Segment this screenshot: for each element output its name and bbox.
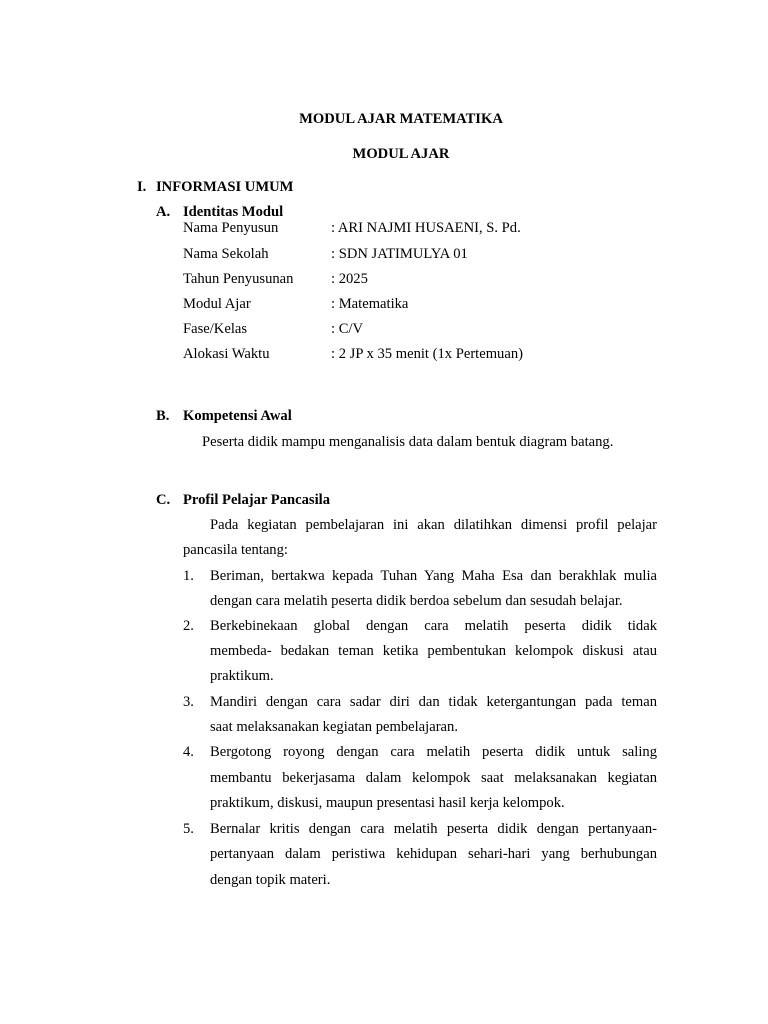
identity-value: : ARI NAJMI HUSAENI, S. Pd. (331, 220, 521, 236)
subsection-b-title: Kompetensi Awal (183, 408, 292, 424)
identity-value: : Matematika (331, 296, 409, 312)
subsection-a-letter: A. (156, 204, 171, 220)
list-item-line: Bergotong royong dengan cara melatih peserta didik untuk saling (210, 744, 657, 760)
list-item-number: 2. (183, 618, 194, 634)
identity-label: Nama Sekolah (183, 246, 269, 262)
identity-value: : C/V (331, 321, 364, 337)
section-title: INFORMASI UMUM (156, 179, 294, 195)
list-item-line: saat melaksanakan kegiatan pembelajaran. (210, 719, 458, 735)
identity-label: Alokasi Waktu (183, 346, 270, 362)
list-item-line: dengan cara melatih peserta didik berdoa sebelum dan sesudah belajar. (210, 593, 623, 609)
kompetensi-awal-text: Peserta didik mampu menganalisis data dalam bentuk diagram batang. (202, 434, 614, 450)
list-item-line: Berkebinekaan global dengan cara melatih peserta didik tidak (210, 618, 657, 634)
list-item-line: dengan topik materi. (210, 872, 331, 888)
identity-value: : 2 JP x 35 menit (1x Pertemuan) (331, 346, 523, 362)
subsection-c-title: Profil Pelajar Pancasila (183, 492, 330, 508)
list-item-line: Beriman, bertakwa kepada Tuhan Yang Maha Esa dan berakhlak mulia (210, 568, 657, 584)
identity-label: Modul Ajar (183, 296, 251, 312)
list-item-number: 4. (183, 744, 194, 760)
profil-intro-line: Pada kegiatan pembelajaran ini akan dilatihkan dimensi profil pelajar (210, 517, 657, 533)
list-item-line: membeda- bedakan teman ketika pembentukan kelompok diskusi atau (210, 643, 657, 659)
identity-label: Fase/Kelas (183, 321, 248, 337)
list-item-line: Mandiri dengan cara sadar diri dan tidak ketergantungan pada teman (210, 694, 657, 710)
list-item-number: 5. (183, 821, 194, 837)
list-item-line: Bernalar kritis dengan cara melatih peserta didik dengan pertanyaan- (210, 821, 657, 837)
list-item-line: pertanyaan dalam peristiwa kehidupan sehari-hari yang berhubungan (210, 846, 657, 862)
section-number: I. (137, 179, 147, 195)
subsection-c-letter: C. (156, 492, 171, 508)
identity-label: Tahun Penyusunan (183, 271, 294, 287)
list-item-line: praktikum. (210, 668, 274, 684)
identity-label: Nama Penyusun (183, 220, 279, 236)
identity-value: : SDN JATIMULYA 01 (331, 246, 468, 262)
subsection-a-title: Identitas Modul (183, 204, 284, 220)
document-subtitle: MODUL AJAR (352, 146, 450, 162)
profil-intro-line: pancasila tentang: (183, 542, 288, 558)
list-item-line: membantu bekerjasama dalam kelompok saat melaksanakan kegiatan (210, 770, 657, 786)
list-item-number: 3. (183, 694, 194, 710)
identity-value: : 2025 (331, 271, 368, 287)
document-title: MODUL AJAR MATEMATIKA (299, 111, 503, 127)
subsection-b-letter: B. (156, 408, 170, 424)
list-item-number: 1. (183, 568, 194, 584)
list-item-line: praktikum, diskusi, maupun presentasi hasil kerja kelompok. (210, 795, 565, 811)
